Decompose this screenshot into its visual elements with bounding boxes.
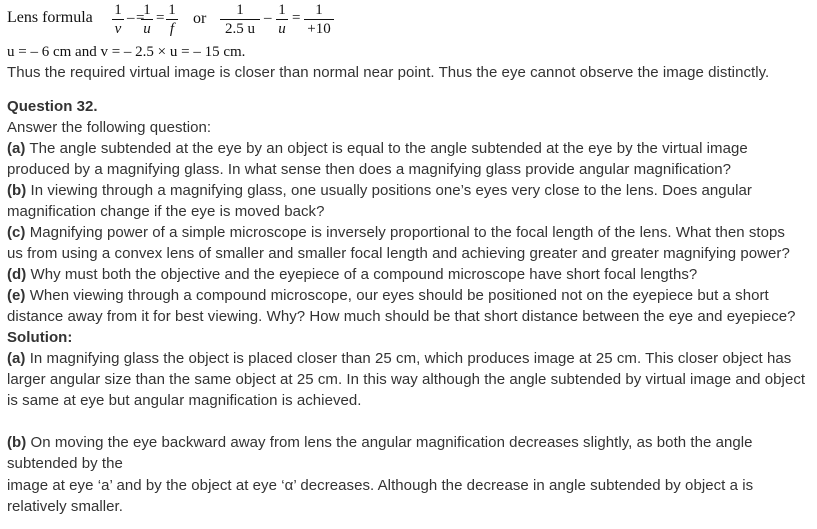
minus-sign: – bbox=[264, 10, 272, 26]
solution-a-text: In magnifying glass the object is placed closer than 25 cm, which produces image at 25 cm. This closer object has bbox=[25, 350, 792, 367]
fraction-bar bbox=[304, 19, 334, 20]
fraction-1-over-plus10 bbox=[304, 2, 334, 37]
solution-b-cont: image at eye ‘a’ and by the object at eye ‘α’ decreases. Although the decrease in angle subtended by object a is bbox=[7, 477, 754, 494]
fraction-1-over-u-2 bbox=[276, 2, 288, 37]
part-label: (b) bbox=[7, 182, 27, 199]
fraction-denominator: f bbox=[169, 21, 175, 37]
part-label: (a) bbox=[7, 350, 26, 367]
fraction-bar bbox=[141, 19, 153, 20]
minus-sign: – bbox=[127, 10, 135, 26]
question-c-text: Magnifying power of a simple microscope is inversely proportional to the focal length of the lens. What then stops bbox=[25, 224, 785, 241]
fraction-1-over-u bbox=[141, 2, 153, 37]
fraction-1-over-f bbox=[166, 2, 178, 37]
fraction-numerator: 1 bbox=[236, 2, 244, 18]
formula-result: u = – 6 cm and v = – 2.5 × u = – 15 cm. bbox=[7, 44, 246, 60]
part-label: (e) bbox=[7, 287, 26, 304]
fraction-denominator: +10 bbox=[307, 21, 331, 37]
fraction-numerator: 1 bbox=[114, 2, 122, 18]
solution-a-cont: is same at eye but angular magnification is achieved. bbox=[7, 392, 362, 409]
conclusion-text: Thus the required virtual image is closer than normal near point. Thus the eye cannot observe the image distinctly. bbox=[7, 64, 770, 81]
question-a-cont: produced by a magnifying glass. In what sense then does a magnifying glass provide angular magnification? bbox=[7, 161, 732, 178]
solution-b-cont: subtended by the bbox=[7, 455, 123, 472]
formula-label: Lens formula bbox=[7, 9, 93, 26]
solution-b-text: On moving the eye backward away from lens the angular magnification decreases slightly, as both the angle bbox=[26, 434, 753, 451]
solution-b bbox=[7, 432, 753, 453]
fraction-denominator: u bbox=[143, 21, 151, 37]
part-label: (a) bbox=[7, 140, 26, 157]
fraction-numerator: 1 bbox=[315, 2, 323, 18]
question-e bbox=[7, 285, 769, 306]
solution-a bbox=[7, 348, 791, 369]
solution-b-cont: relatively smaller. bbox=[7, 498, 123, 515]
question-d bbox=[7, 264, 697, 285]
equals-sign: = bbox=[136, 10, 145, 26]
question-a-text: The angle subtended at the eye by an object is equal to the angle subtended at the eye by the virtual image bbox=[25, 140, 748, 157]
question-title: Question 32. bbox=[7, 98, 98, 115]
fraction-numerator: 1 bbox=[168, 2, 176, 18]
question-b-cont: magnification change if the eye is moved back? bbox=[7, 203, 325, 220]
question-a bbox=[7, 138, 748, 159]
fraction-1-over-v bbox=[112, 2, 124, 37]
fraction-1-over-2-5u bbox=[220, 2, 260, 37]
fraction-bar bbox=[220, 19, 260, 20]
part-label: (c) bbox=[7, 224, 26, 241]
part-label: (d) bbox=[7, 266, 27, 283]
question-b bbox=[7, 180, 752, 201]
fraction-bar bbox=[112, 19, 124, 20]
equals-sign: = bbox=[292, 10, 301, 26]
solution-title: Solution: bbox=[7, 329, 73, 346]
question-prompt: Answer the following question: bbox=[7, 119, 212, 136]
fraction-bar bbox=[276, 19, 288, 20]
fraction-denominator: 2.5 u bbox=[225, 21, 255, 37]
or-word: or bbox=[193, 10, 207, 27]
fraction-denominator: v bbox=[114, 21, 122, 37]
question-b-text: In viewing through a magnifying glass, one usually positions one’s eyes very close to the lens. Does angular bbox=[26, 182, 752, 199]
fraction-numerator: 1 bbox=[143, 2, 151, 18]
fraction-numerator: 1 bbox=[278, 2, 286, 18]
question-d-text: Why must both the objective and the eyepiece of a compound microscope have short focal lengths? bbox=[26, 266, 698, 283]
question-c-cont: us from using a convex lens of smaller and smaller focal length and achieving greater and greater magnifying power? bbox=[7, 245, 790, 262]
question-c bbox=[7, 222, 785, 243]
fraction-denominator: u bbox=[278, 21, 286, 37]
fraction-bar bbox=[166, 19, 178, 20]
question-e-cont: distance away from it for best viewing. Why? How much should be that short distance between the eye and eyepiece? bbox=[7, 308, 796, 325]
part-label: (b) bbox=[7, 434, 27, 451]
solution-a-cont: larger angular size than the same object at 25 cm. In this way although the angle subtended by virtual image and object bbox=[7, 371, 806, 388]
question-e-text: When viewing through a compound microscope, our eyes should be positioned not on the eyepiece but a short bbox=[25, 287, 769, 304]
equals-sign: = bbox=[156, 10, 165, 26]
